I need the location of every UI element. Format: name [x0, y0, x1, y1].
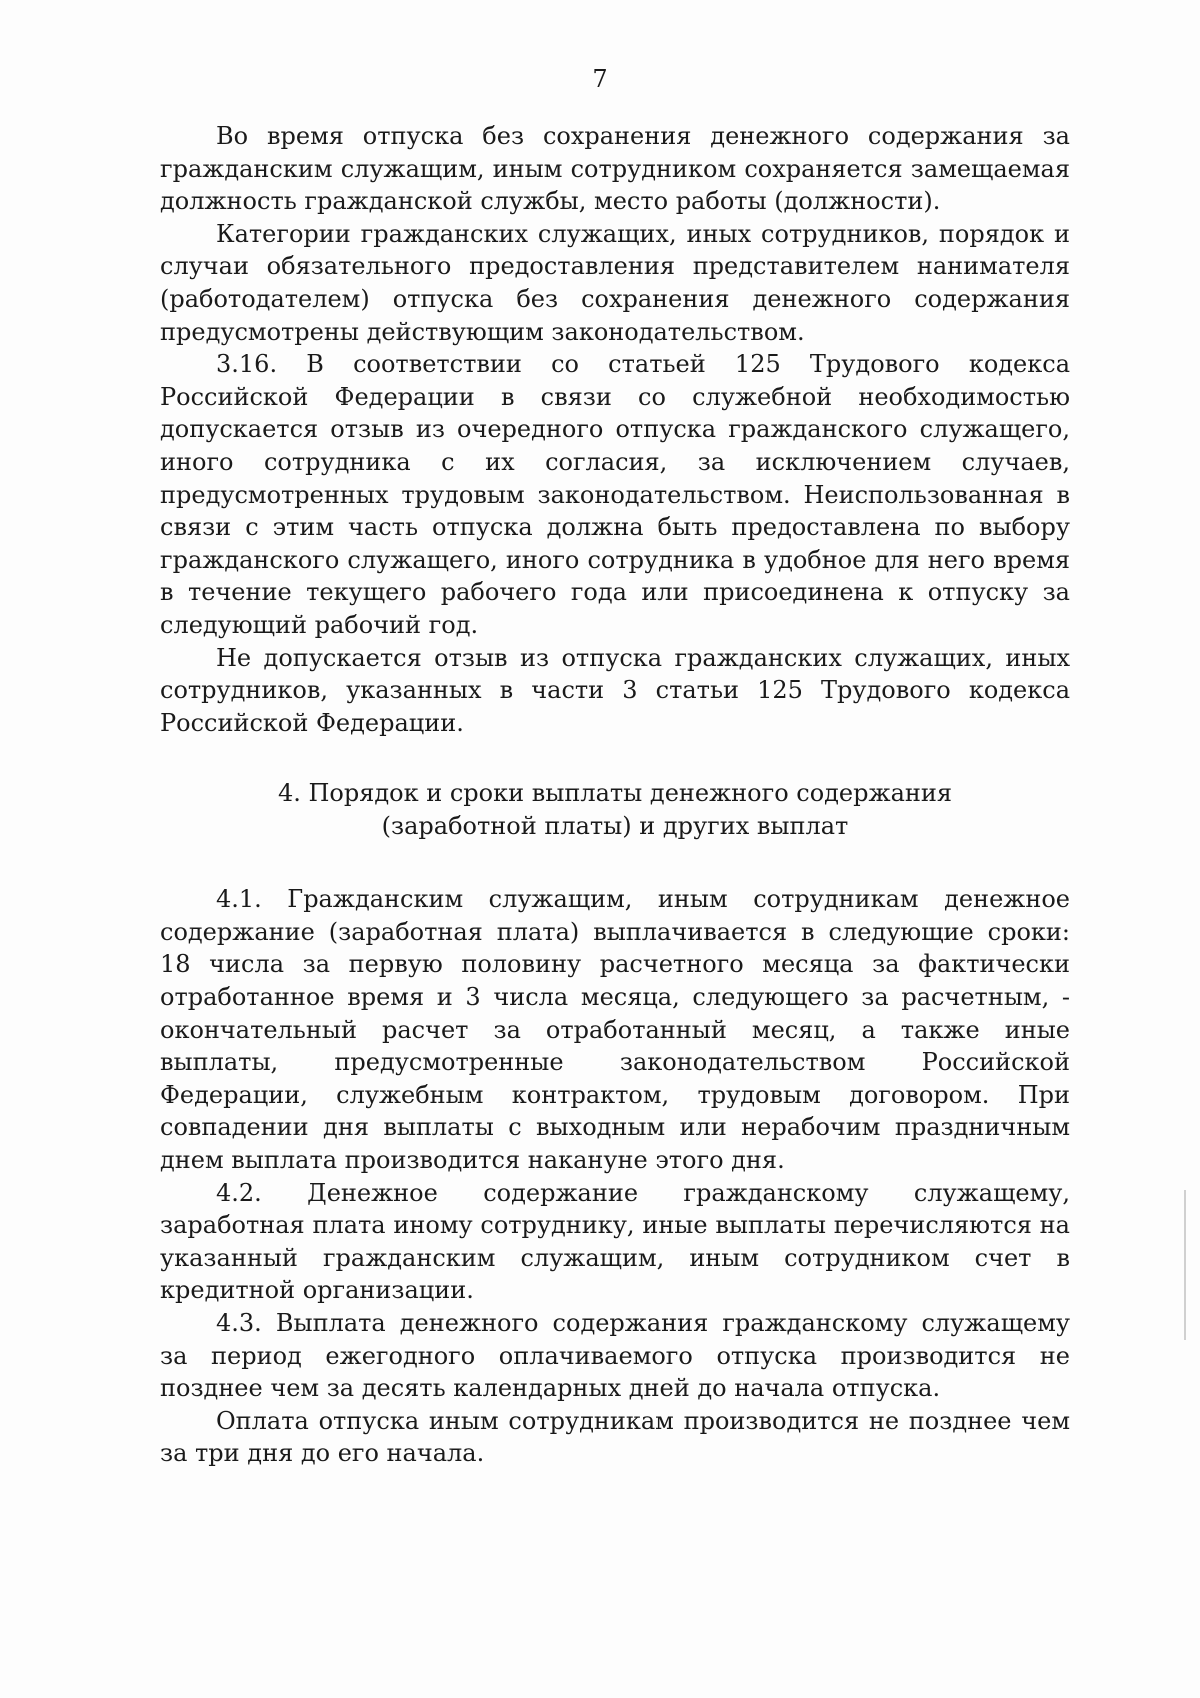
paragraph-4-1-payment-terms: 4.1. Гражданским служащим, иным сотрудникам денежное содержание (заработная плата) выплачивается в следующие сроки: 18 числа за первую половину расчетного месяца за фактически отработанное время и 3 числа месяца, следующего за расчетным, - окончательный расчет за отработанный месяц, а также иные выплаты, предусмотренные законодательством Российской Федерации, служебным контрактом, трудовым договором. При совпадении дня выплаты с выходным или нерабочим праздничным днем выплата производится накануне этого дня. [160, 885, 1070, 1175]
paragraph-other-staff-leave-pay: Оплата отпуска иным сотрудникам производится не позднее чем за три дня до его начала. [160, 1406, 1070, 1468]
paragraph-3-16-recall: 3.16. В соответствии со статьей 125 Трудового кодекса Российской Федерации в связи со служебной необходимостью допускается отзыв из очередного отпуска гражданского служащего, иного сотрудника с их согласия, за исключением случаев, предусмотренных трудовым законодательством. Неиспользованная в связи с этим часть отпуска должна быть предоставлена по выбору гражданского служащего, иного сотрудника в удобное для него время в течение текущего рабочего года или присоединена к отпуску за следующий рабочий год. [160, 350, 1070, 639]
section-heading-4 [160, 777, 1070, 843]
section-heading-line-1: 4. Порядок и сроки выплаты денежного содержания [277, 779, 953, 808]
scan-edge-mark [1184, 1190, 1186, 1340]
paragraph-4-2-transfer: 4.2. Денежное содержание гражданскому служащему, заработная плата иному сотруднику, иные выплаты перечисляются на указанный гражданским служащим, иным сотрудником счет в кредитной организации. [160, 1178, 1070, 1305]
section-heading-line-2: (заработной платы) и других выплат [381, 812, 849, 841]
page-number: 7 [592, 65, 608, 93]
paragraph-4-3-leave-pay: 4.3. Выплата денежного содержания гражданскому служащему за период ежегодного оплачиваемого отпуска производится не позднее чем за десять календарных дней до начала отпуска. [160, 1309, 1070, 1403]
document-body [160, 120, 1070, 1470]
paragraph-recall-prohibited: Не допускается отзыв из отпуска гражданских служащих, иных сотрудников, указанных в части 3 статьи 125 Трудового кодекса Российской Федерации. [160, 643, 1070, 737]
paragraph-unpaid-leave-position: Во время отпуска без сохранения денежного содержания за гражданским служащим, иным сотрудником сохраняется замещаемая должность гражданской службы, место работы (должности). [160, 122, 1070, 216]
paragraph-unpaid-leave-categories: Категории гражданских служащих, иных сотрудников, порядок и случаи обязательного предоставления представителем нанимателя (работодателем) отпуска без сохранения денежного содержания предусмотрены действующим законодательством. [160, 219, 1070, 346]
